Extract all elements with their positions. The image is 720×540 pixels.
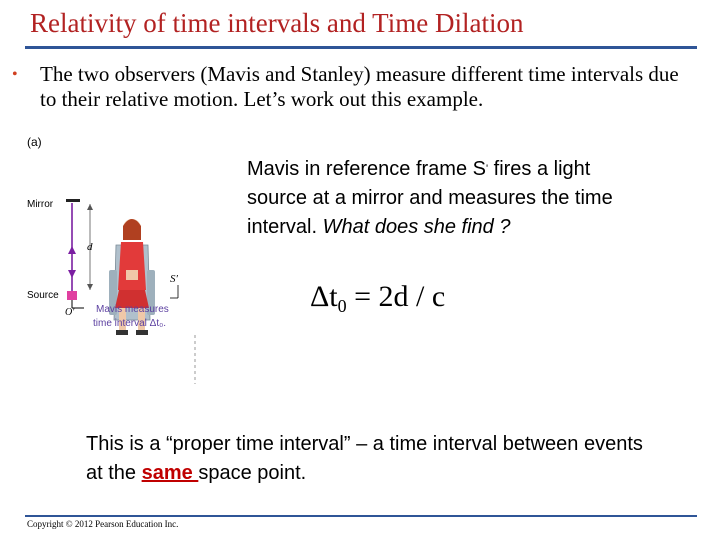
figure-caption-line1: Mavis measures [96, 304, 169, 315]
beam-arrow-down [68, 270, 76, 278]
equation-rhs: = 2d / c [346, 280, 446, 313]
light-source [67, 291, 77, 300]
distance-label: d [87, 241, 93, 253]
source-label: Source [27, 290, 59, 301]
bullet-marker: • [12, 66, 18, 83]
equation-lhs: Δt [310, 280, 338, 313]
frame-label: S′ [170, 273, 178, 285]
mavis-text-b: fires a light source at a mirror and measures the time interval. [247, 158, 613, 238]
equation-subscript: 0 [337, 296, 347, 316]
intro-bullet-text: The two observers (Mavis and Stanley) measure different time intervals due to their relative motion. Let’s work out this example. [40, 62, 679, 111]
mavis-description [247, 155, 627, 242]
distance-arrow-top [87, 204, 93, 210]
panel-label: (a) [27, 135, 42, 149]
proper-part2: space point. [198, 462, 307, 484]
figure-caption-line2: time interval Δt₀. [93, 318, 167, 329]
origin-label: O′ [65, 307, 75, 318]
mavis-question: What does she find ? [322, 216, 511, 238]
mavis-light-clock-figure [20, 150, 205, 385]
mirror-label: Mirror [27, 199, 54, 210]
beam-arrow-up [68, 246, 76, 254]
time-interval-equation [310, 280, 445, 317]
proper-time-text [86, 430, 646, 488]
mavis-text-a: Mavis in reference frame S [247, 158, 486, 180]
prime-mark: ' [485, 163, 489, 175]
mirror [66, 199, 80, 202]
copyright-text: Copyright © 2012 Pearson Education Inc. [27, 519, 179, 529]
footer-divider [25, 515, 697, 517]
same-highlight: same [141, 462, 199, 484]
slide-title: Relativity of time intervals and Time Dilation [30, 8, 524, 38]
distance-arrow-bottom [87, 284, 93, 290]
title-divider [25, 46, 697, 49]
proper-part1: This is a “proper time interval” – a time interval between events at the [86, 433, 643, 484]
